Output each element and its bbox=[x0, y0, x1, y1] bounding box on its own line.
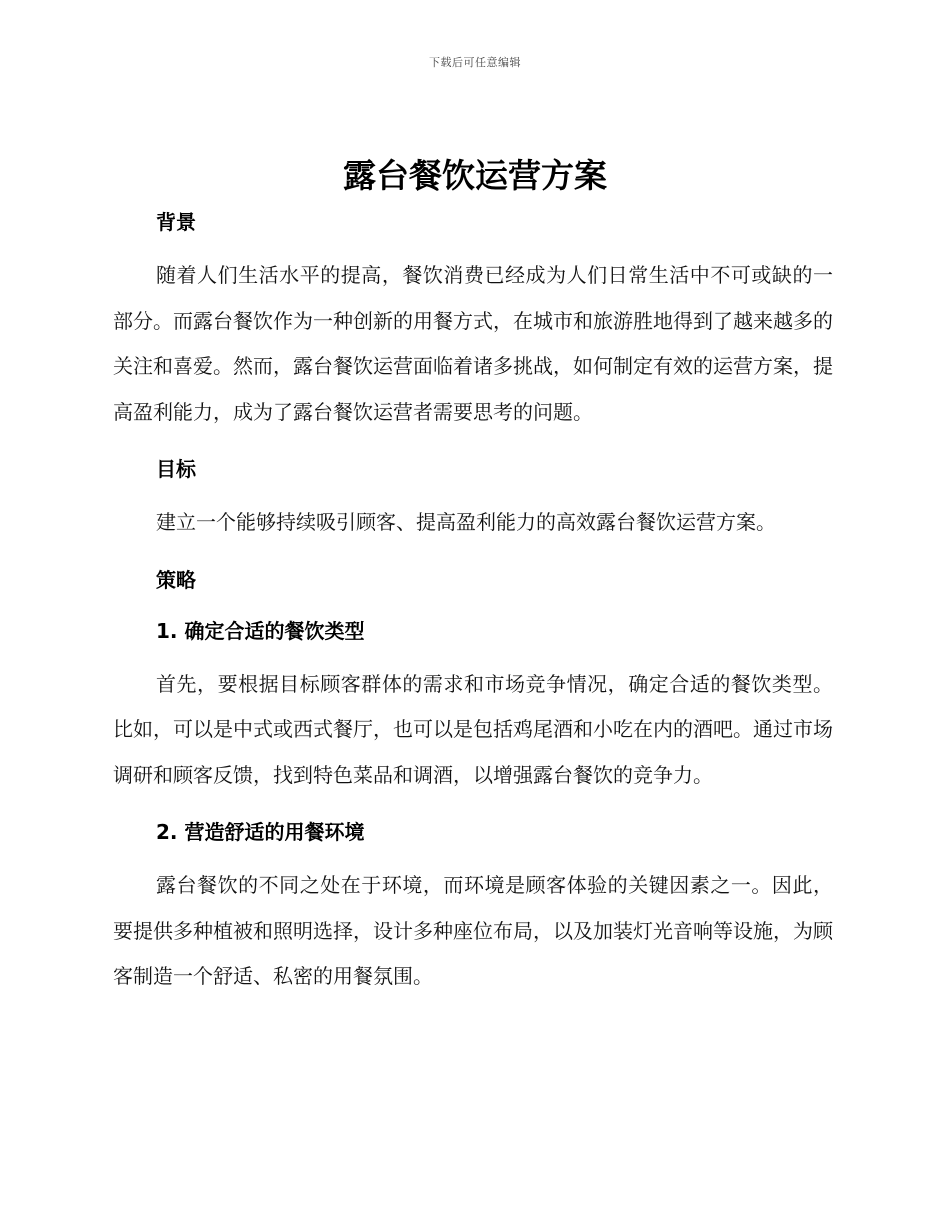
subsection-heading-strategy-2: 2. 营造舒适的用餐环境 bbox=[156, 820, 365, 844]
paragraph-strategy-1: 首先，要根据目标顾客群体的需求和市场竞争情况，确定合适的餐饮类型。比如，可以是中式或西式餐厅，也可以是包括鸡尾酒和小吃在内的酒吧。通过市场调研和顾客反馈，找到特色菜品和调酒，以增强露台餐饮的竞争力。 bbox=[113, 671, 833, 787]
section-heading-strategy: 策略 bbox=[156, 567, 196, 592]
section-heading-goal: 目标 bbox=[156, 457, 196, 481]
section-heading-background: 背景 bbox=[156, 210, 196, 234]
header-note: 下载后可任意编辑 bbox=[429, 56, 521, 69]
paragraph-goal: 建立一个能够持续吸引顾客、提高盈利能力的高效露台餐饮运营方案。 bbox=[156, 510, 776, 534]
paragraph-strategy-2: 露台餐饮的不同之处在于环境，而环境是顾客体验的关键因素之一。因此，要提供多种植被和照明选择，设计多种座位布局，以及加装灯光音响等设施，为顾客制造一个舒适、私密的用餐氛围。 bbox=[113, 873, 833, 988]
document-body bbox=[113, 205, 833, 1000]
subsection-heading-strategy-1: 1. 确定合适的餐饮类型 bbox=[156, 618, 365, 643]
document-title: 露台餐饮运营方案 bbox=[343, 156, 607, 195]
paragraph-background: 随着人们生活水平的提高，餐饮消费已经成为人们日常生活中不可或缺的一部分。而露台餐饮作为一种创新的用餐方式，在城市和旅游胜地得到了越来越多的关注和喜爱。然而，露台餐饮运营面临着诸多挑战，如何制定有效的运营方案，提高盈利能力，成为了露台餐饮运营者需要思考的问题。 bbox=[113, 263, 833, 424]
